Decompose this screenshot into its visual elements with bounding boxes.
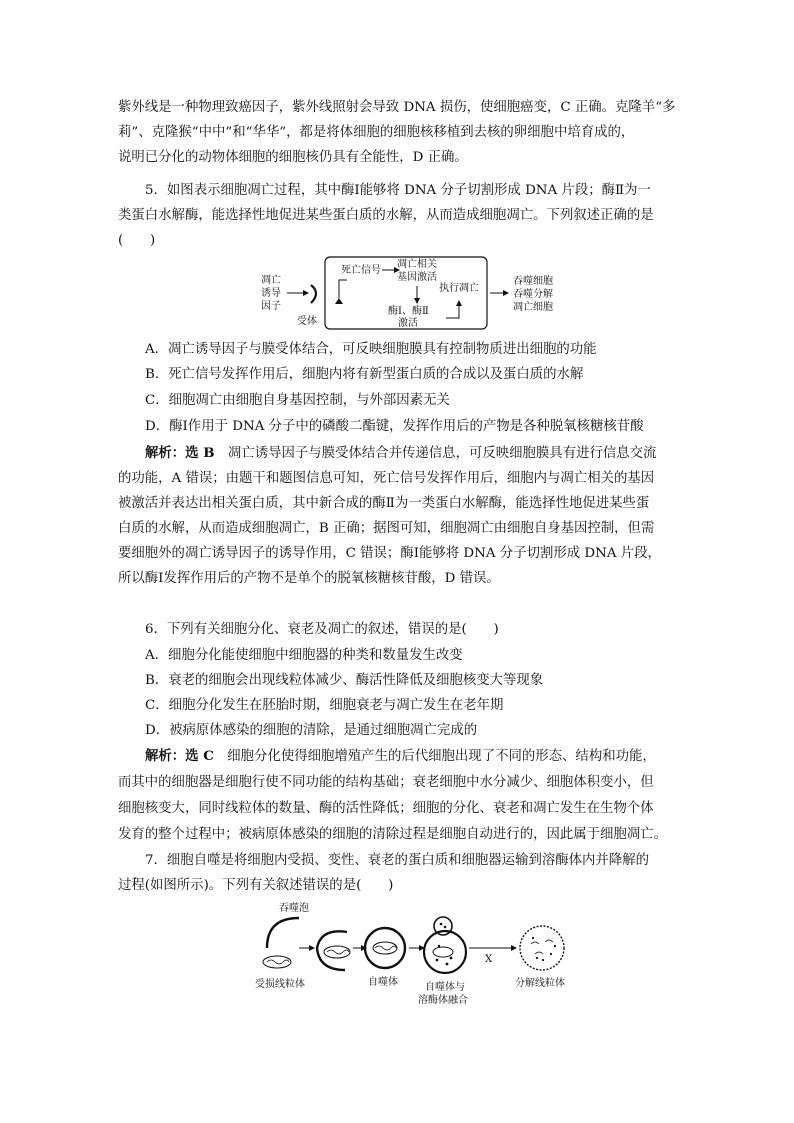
phagocyte-label: 吞噬细胞 — [513, 276, 553, 287]
q5-analysis-line: 被激活并表达出相关蛋白质，其中新合成的酶Ⅱ为一类蛋白水解酶，能选择性地促进某些蛋 — [118, 496, 650, 511]
analysis-text: 细胞分化使得细胞增殖产生的后代细胞出现了不同的形态、结构和功能， — [213, 749, 656, 764]
q6-stem: 6．下列有关细胞分化、衰老及凋亡的叙述，错误的是( ) — [145, 622, 499, 637]
q7-stem-line: 过程(如图所示)。下列有关叙述错误的是( ) — [118, 878, 394, 893]
degraded-mitochondrion-icon — [520, 926, 564, 970]
q5-stem-line: ( ) — [118, 233, 156, 248]
q5-option-b: B．死亡信号发挥作用后，细胞内将有新型蛋白质的合成以及蛋白质的水解 — [145, 367, 584, 382]
q6-analysis-line: 细胞核变大，同时线粒体的数量、酶的活性降低；细胞的分化、衰老和凋亡发生在生物个体 — [118, 801, 654, 816]
q5-analysis-line: 要细胞外的凋亡诱导因子的诱导作用，C 错误；酶Ⅰ能够将 DNA 分子切割形成 DNA 片段， — [118, 546, 661, 561]
fusion-label: 自噬体与 — [425, 982, 465, 993]
analysis-text: 凋亡诱导因子与膜受体结合并传递信息，可反映细胞膜具有进行信息交流 — [214, 446, 657, 461]
phagocyte-label: 吞噬分解 — [513, 289, 553, 300]
receptor-shape — [311, 285, 316, 303]
q5-option-d: D．酶Ⅰ作用于 DNA 分子中的磷酸二酯键，发挥作用后的产物是各种脱氧核糖核苷酸 — [145, 419, 644, 434]
fusion-label: 溶酶体融合 — [418, 995, 468, 1006]
q5-option-a: A．凋亡诱导因子与膜受体结合，可反映细胞膜具有控制物质进出细胞的功能 — [145, 342, 597, 357]
q7-stem-line: 7．细胞自噬是将细胞内受损、变性、衰老的蛋白质和细胞器运输到溶酶体内并降解的 — [145, 853, 649, 868]
degraded-mitochondrion-label: 分解线粒体 — [515, 978, 565, 989]
q4-text-line: 说明已分化的动物体细胞的细胞核仍具有全能性，D 正确。 — [118, 150, 468, 165]
q5-stem-line: 5．如图表示细胞凋亡过程，其中酶Ⅰ能够将 DNA 分子切割形成 DNA 片段；酶Ⅱ为一 — [145, 183, 651, 198]
q6-option-c: C．细胞分化发生在胚胎时期，细胞衰老与凋亡发生在老年期 — [145, 698, 504, 713]
execute-label: 执行凋亡 — [439, 283, 479, 294]
q5-analysis-line: 所以酶Ⅰ发挥作用后的产物不是单个的脱氧核糖核苷酸，D 错误。 — [118, 571, 500, 586]
q6-analysis-line: 而其中的细胞器是细胞行使不同功能的结构基础；衰老细胞中水分减少、细胞体积变小，但 — [118, 775, 654, 790]
q6-option-a: A．细胞分化能使细胞中细胞器的种类和数量发生改变 — [145, 648, 463, 663]
q6-option-b: B．衰老的细胞会出现线粒体减少、酶活性降低及细胞核变大等现象 — [145, 673, 544, 688]
analysis-answer: 选 C — [185, 748, 214, 764]
q5-analysis-line: 白质的水解，从而造成细胞凋亡，B 正确；据图可知，细胞凋亡由细胞自身基因控制，但需 — [118, 521, 655, 536]
q5-stem-line: 类蛋白水解酶，能选择性地促进某些蛋白质的水解，从而造成细胞凋亡。下列叙述正确的是 — [118, 208, 654, 223]
gene-activation-label: 凋亡相关 — [397, 259, 437, 270]
phagocyte-label: 凋亡细胞 — [513, 302, 553, 313]
damaged-mitochondrion-label: 受损线粒体 — [255, 979, 305, 990]
enzyme-activation-label: 激活 — [398, 318, 418, 329]
autophagy-diagram — [255, 900, 585, 1020]
q4-text-line: 莉”、克隆猴“中中”和“华华”，都是将体细胞的细胞核移植到去核的卵细胞中培育成的， — [118, 125, 635, 140]
inducer-label: 凋亡 — [261, 275, 281, 286]
phagophore-label: 吞噬泡 — [279, 903, 309, 914]
phagophore-shape — [267, 918, 299, 948]
q5-option-c: C．细胞凋亡由细胞自身基因控制，与外部因素无关 — [145, 393, 450, 408]
receptor-label: 受体 — [297, 316, 317, 327]
gene-activation-label: 基因激活 — [397, 272, 437, 283]
q5-analysis-line — [118, 441, 678, 466]
analysis-answer: 选 B — [185, 445, 215, 461]
analysis-label: 解析： — [145, 445, 186, 461]
inducer-label: 因子 — [261, 301, 281, 312]
autophagosome-label: 自噬体 — [368, 977, 398, 988]
x-label: X — [485, 954, 493, 965]
apoptosis-diagram — [255, 252, 595, 332]
death-signal-label: 死亡信号 — [341, 265, 381, 276]
enzyme-activation-label: 酶Ⅰ、酶Ⅱ — [388, 306, 429, 317]
q6-option-d: D．被病原体感染的细胞的清除，是通过细胞凋亡完成的 — [145, 723, 478, 738]
inducer-label: 诱导 — [261, 288, 281, 299]
q6-analysis-line: 发育的整个过程中；被病原体感染的细胞的清除过程是细胞自动进行的，因此属于细胞凋亡。 — [118, 827, 668, 842]
q6-analysis-line — [118, 744, 678, 769]
q4-text-line: 紫外线是一种物理致癌因子，紫外线照射会导致 DNA 损伤，使细胞癌变，C 正确。克隆羊“多 — [118, 100, 676, 115]
analysis-label: 解析： — [145, 748, 186, 764]
q5-analysis-line: 的功能，A 错误；由题干和题图信息可知，死亡信号发挥作用后，细胞内与凋亡相关的基因 — [118, 471, 655, 486]
